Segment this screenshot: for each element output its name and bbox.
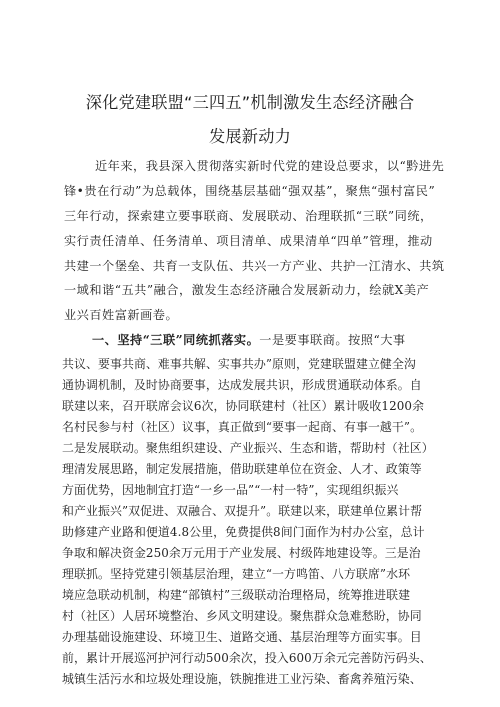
section-1-lead: 一是要事联商。按照“大事 xyxy=(259,333,406,347)
intro-line: 业兴百姓富新画卷。 xyxy=(64,308,179,322)
intro-line: 一域和谐“五共”融合，激发生态经济融合发展新动力，绘就X美产 xyxy=(64,283,430,297)
body-line: 村（社区）人居环境整治、乡风文明建设。聚焦群众急难愁盼，协同 xyxy=(62,609,422,623)
section-1-heading-line xyxy=(92,331,406,348)
body-line: 和产业振兴”双促进、双融合、双提升”。联建以来，联建单位累计帮 xyxy=(62,504,423,518)
body-line: 理清发展思路，制定发展措施，借助联建单位在资金、人才、政策等 xyxy=(62,462,422,476)
intro-line: 近年来，我县深入贯彻落实新时代党的建设总要求，以“黔进先 xyxy=(95,159,445,173)
body-line: 名村民参与村（社区）议事，真正做到“要事一起商、有事一越干”。 xyxy=(62,420,423,434)
body-line: 境应急联动机制，构建“部镇村”三级联动治理格局，统筹推进联建 xyxy=(62,588,411,602)
body-line: 理联抓。坚持党建引领基层治理，建立“一方鸣笛、八方联席”水环 xyxy=(62,567,411,581)
section-1-heading: 一、坚持“三联”同统抓落实。 xyxy=(92,333,260,347)
body-line: 助修建产业路和便道4.8公里，免费提供8间门面作为村办公室，总计 xyxy=(62,525,425,539)
document-title-line-1: 深化党建联盟“三四五”机制激发生态经济融合 xyxy=(85,93,415,112)
body-line: 办理基础设施建设、环境卫生、道路交通、基层治理等方面实事。目 xyxy=(62,630,422,644)
intro-line: 共建一个堡垒、共育一支队伍、共兴一方产业、共护一江清水、共筑 xyxy=(64,259,445,273)
document-title-line-2: 发展新动力 xyxy=(209,127,291,146)
body-line: 通协调机制，及时协商要事，达成发展共识，形成贯通联动体系。自 xyxy=(62,378,422,392)
body-line: 共议、要事共商、难事共解、实事共办”原则，党建联盟建立健全沟 xyxy=(62,357,416,371)
intro-line: 实行责任清单、任务清单、项目清单、成果清单“四单”管理，推动 xyxy=(64,234,433,248)
body-line: 争取和解决资金250余万元用于产业发展、村级阵地建设等。三是治 xyxy=(62,546,421,560)
intro-line: 锋•贵在行动”为总载体，围绕基层基础“强双基”，聚焦“强村富民” xyxy=(64,184,436,198)
body-line: 前，累计开展巡河护河行动500余次，投入600万余元完善防污码头、 xyxy=(62,651,432,665)
body-line: 二是发展联动。聚焦组织建设、产业振兴、生态和谐，帮助村（社区） xyxy=(62,441,434,455)
body-line: 城镇生活污水和垃圾处理设施，铁腕推进工业污染、畜禽养殖污染、 xyxy=(62,672,422,686)
intro-line: 三年行动，探索建立要事联商、发展联动、治理联抓“三联”同统， xyxy=(64,209,433,223)
body-line: 方面优势，因地制宜打造“一乡一品”“一村一特”，实现组织振兴 xyxy=(62,483,399,497)
body-line: 联建以来，召开联席会议6次，协同联建村（社区）累计吸收1200余 xyxy=(62,399,425,413)
